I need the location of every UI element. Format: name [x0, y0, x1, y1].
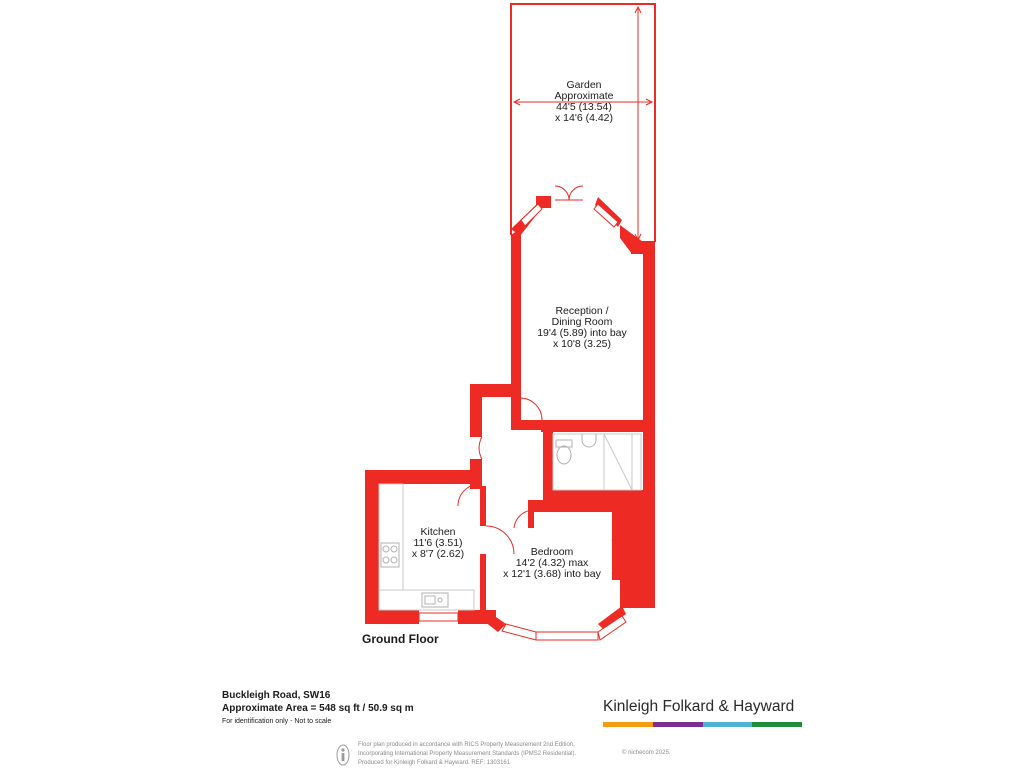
room-dimension: x 12'1 (3.68) into bay: [503, 568, 601, 580]
room-dimension: x 14'6 (4.42): [554, 112, 614, 124]
room-dimension: 19'4 (5.89) into bay: [537, 327, 627, 339]
room-name-line2: Approximate: [554, 90, 614, 102]
disclaimer-line: Incorporating International Property Measurement Standards (IPMS2 Residential).: [358, 751, 577, 757]
room-name: Garden: [566, 79, 602, 91]
property-address-block: [222, 690, 414, 729]
agent-logo: [603, 698, 802, 727]
room-name-line2: Dining Room: [551, 316, 613, 328]
room-dimension: 11'6 (3.51): [413, 537, 463, 549]
shower-diagonal: [604, 434, 632, 490]
property-area: Approximate Area = 548 sq ft / 50.9 sq m: [222, 702, 414, 714]
brand-bar-orange: [603, 722, 653, 727]
toilet-icon: [556, 440, 572, 464]
room-dimension: 14'2 (4.32) max: [515, 557, 589, 569]
brand-bar-green: [752, 722, 802, 727]
room-dimension: 44'5 (13.54): [556, 101, 612, 113]
brand-color-bar: [603, 722, 802, 727]
brand-bar-purple: [653, 722, 703, 727]
room-dimension: x 8'7 (2.62): [411, 548, 465, 560]
room-label-kitchen: [396, 527, 480, 560]
room-name: Reception /: [555, 305, 609, 317]
disclaimer-line: Produced for Kinleigh Folkard & Hayward. REF: 1303161: [358, 760, 511, 766]
room-name: Bedroom: [530, 546, 574, 558]
floor-name: Ground Floor: [362, 632, 439, 646]
property-street: Buckleigh Road, SW16: [222, 690, 331, 701]
brand-bar-blue: [703, 722, 753, 727]
room-label-reception: [520, 306, 644, 350]
room-label-garden: [522, 80, 646, 124]
disclaimer-line: Floor plan produced in accordance with RICS Property Measurement 2nd Edition,: [358, 742, 575, 748]
sink-icon: [422, 593, 448, 607]
room-label-bedroom: [486, 547, 618, 580]
agent-name: Kinleigh Folkard & Hayward: [603, 698, 795, 715]
scale-note: For identification only - Not to scale: [222, 718, 332, 725]
disclaimer-text: [358, 741, 576, 768]
fixtures: [379, 434, 641, 610]
copyright-text: © nichecom 2025.: [622, 750, 671, 756]
room-name: Kitchen: [420, 526, 456, 538]
basin-icon: [582, 434, 596, 447]
room-dimension: x 10'8 (3.25): [552, 338, 612, 350]
certified-measurement-icon: [336, 744, 350, 766]
